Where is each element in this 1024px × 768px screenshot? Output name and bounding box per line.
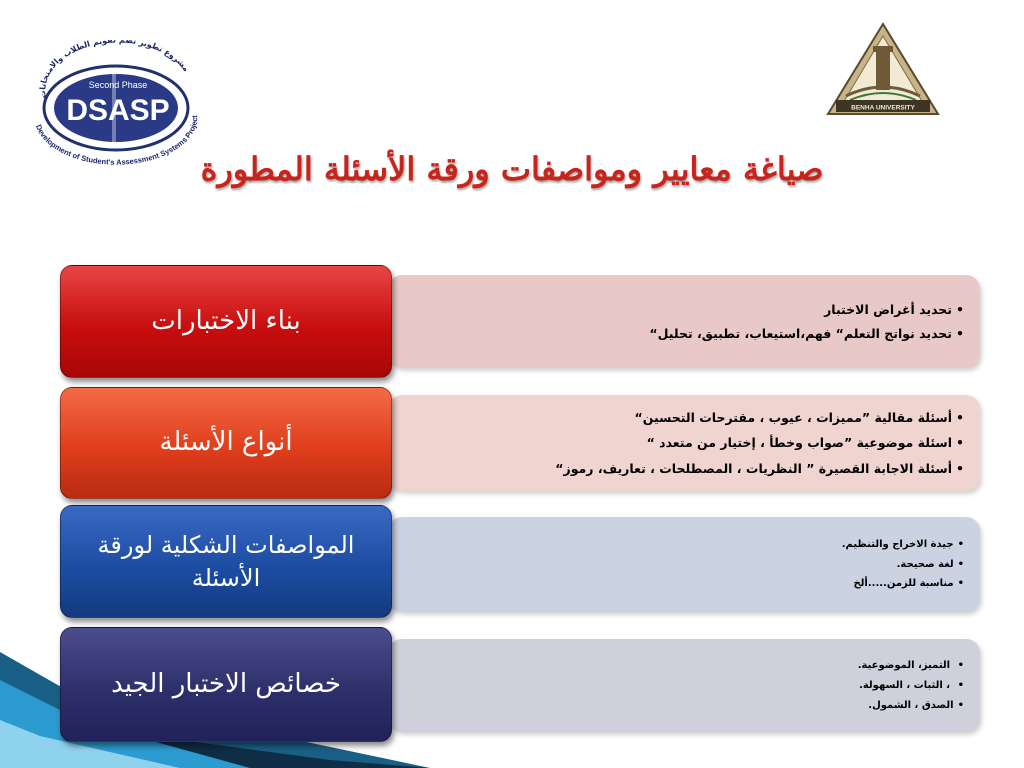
list-item: • تحديد أغراض الاختبار [649, 298, 964, 322]
list-item: • تحديد نواتج التعلم“ فهم،استيعاب، تطبيق، تحليل“ [649, 322, 964, 346]
heading-box [60, 505, 392, 618]
list-item: • ، الثبات ، السهولة. [858, 676, 964, 696]
row-test-construction [60, 265, 980, 378]
logo-phase-text: Second Phase [88, 80, 148, 90]
list-item: • أسئلة الاجابة القصيرة ” النظريات ، المصطلحات ، تعاريف، رموز“ [555, 456, 964, 482]
details-panel [388, 395, 980, 491]
heading-label: خصائص الاختبار الجيد [111, 668, 341, 699]
dsasp-logo [28, 40, 203, 165]
university-seal-logo [822, 20, 944, 120]
list-item: • التميز، الموضوعية. [858, 656, 964, 676]
row-question-types [60, 387, 980, 499]
heading-box [60, 627, 392, 742]
bullet-list [842, 535, 980, 594]
heading-box [60, 265, 392, 378]
list-item: • جيدة الاخراج والتنظيم. [842, 535, 964, 555]
details-panel [388, 275, 980, 368]
bullet-list [858, 656, 980, 716]
bullet-list [555, 405, 980, 482]
page-title: صياغة معايير ومواصفات ورقة الأسئلة المطورة [200, 150, 824, 188]
logo-arc-top-text: مشروع تطوير نظم تقويم الطلاب والامتحانات [38, 40, 191, 99]
heading-label: المواصفات الشكلية لورقة الأسئلة [97, 531, 355, 592]
heading-box [60, 387, 392, 499]
list-item: • مناسبة للزمن.....ألخ [842, 574, 964, 594]
row-good-test-characteristics [60, 627, 980, 742]
logo-main-text: DSASP [66, 94, 170, 127]
list-item: • الصدق ، الشمول. [858, 696, 964, 716]
list-item: • أسئلة مقالية ”مميزات ، عيوب ، مقترحات التحسين“ [555, 405, 964, 431]
list-item: • لغة صحيحة. [842, 555, 964, 575]
list-item: • اسئلة موضوعية ”صواب وخطأ ، إختيار من متعدد “ [555, 430, 964, 456]
details-panel [388, 639, 980, 732]
logo-arc-bottom-text: Development of Student's Assessment Systems Project [33, 115, 200, 165]
heading-label: أنواع الأسئلة [159, 427, 293, 458]
row-formal-specifications [60, 505, 980, 618]
heading-label: بناء الاختبارات [151, 305, 301, 336]
details-panel [388, 517, 980, 612]
seal-ring-text: BENHA UNIVERSITY [851, 104, 915, 112]
bullet-list [649, 298, 980, 346]
